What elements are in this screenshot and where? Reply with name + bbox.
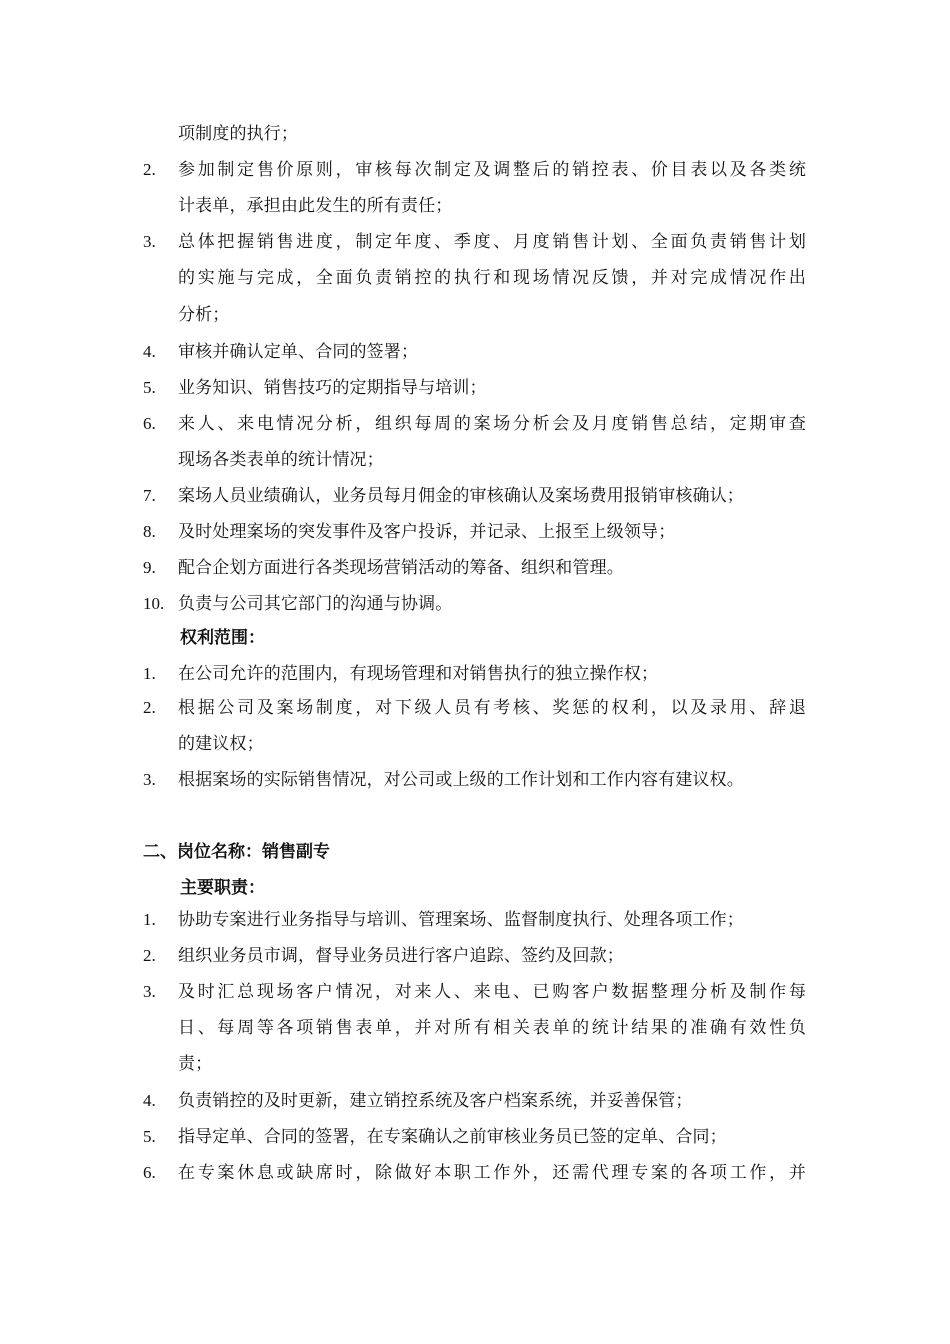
list-item-text: 审核并确认定单、合同的签署； (178, 342, 419, 362)
list-item-text: 案场人员业绩确认，业务员每月佣金的审核确认及案场费用报销审核确认； (178, 486, 744, 506)
list-item-text: 配合企划方面进行各类现场营销活动的筹备、组织和管理。 (178, 558, 624, 578)
list-item-text: 组织业务员市调，督导业务员进行客户追踪、签约及回款； (178, 946, 624, 966)
list-number: 3. (143, 982, 156, 1001)
list-item-text: 现场各类表单的统计情况； (178, 450, 384, 470)
list-item-text: 来人、来电情况分析，组织每周的案场分析会及月度销售总结，定期审查 (178, 414, 806, 434)
list-number: 4. (143, 342, 156, 361)
list-item-text: 及时处理案场的突发事件及客户投诉，并记录、上报至上级领导； (178, 522, 676, 542)
continuation-text: 项制度的执行； (178, 124, 299, 144)
list-item-text: 及时汇总现场客户情况，对来人、来电、已购客户数据整理分析及制作每 (178, 982, 806, 1002)
rights-heading: 权利范围： (180, 628, 265, 648)
list-number: 5. (143, 378, 156, 397)
list-item-text: 总体把握销售进度，制定年度、季度、月度销售计划、全面负责销售计划 (178, 232, 806, 252)
list-item-text: 计表单，承担由此发生的所有责任； (178, 196, 453, 216)
list-item-text: 根据案场的实际销售情况，对公司或上级的工作计划和工作内容有建议权。 (178, 770, 744, 790)
list-item-text: 参加制定售价原则，审核每次制定及调整后的销控表、价目表以及各类统 (178, 160, 806, 180)
list-item-text: 在公司允许的范围内，有现场管理和对销售执行的独立操作权； (178, 664, 659, 684)
list-number: 2. (143, 160, 156, 179)
list-item-text: 业务知识、销售技巧的定期指导与培训； (178, 378, 487, 398)
list-number: 8. (143, 522, 156, 541)
list-item-text: 负责与公司其它部门的沟通与协调。 (178, 594, 453, 614)
list-number: 6. (143, 414, 156, 433)
list-number: 5. (143, 1127, 156, 1146)
list-number: 9. (143, 558, 156, 577)
list-item-text: 根据公司及案场制度，对下级人员有考核、奖惩的权利，以及录用、辞退 (178, 698, 806, 718)
list-number: 2. (143, 698, 156, 717)
list-item-text: 指导定单、合同的签署，在专案确认之前审核业务员已签的定单、合同； (178, 1127, 727, 1147)
list-item-text: 日、每周等各项销售表单，并对所有相关表单的统计结果的准确有效性负 (178, 1018, 806, 1038)
list-item-text: 的建议权； (178, 734, 264, 754)
list-number: 6. (143, 1163, 156, 1182)
list-number: 1. (143, 664, 156, 683)
list-number: 10. (143, 594, 165, 613)
list-item-text: 责； (178, 1054, 213, 1074)
section-title: 二、岗位名称：销售副专 (143, 842, 330, 862)
list-number: 1. (143, 910, 156, 929)
list-number: 7. (143, 486, 156, 505)
list-number: 3. (143, 232, 156, 251)
list-item-text: 在专案休息或缺席时，除做好本职工作外，还需代理专案的各项工作，并 (178, 1163, 806, 1183)
list-item-text: 的实施与完成，全面负责销控的执行和现场情况反馈，并对完成情况作出 (178, 268, 806, 288)
list-item-text: 负责销控的及时更新，建立销控系统及客户档案系统，并妥善保管； (178, 1091, 693, 1111)
list-number: 3. (143, 770, 156, 789)
list-number: 2. (143, 946, 156, 965)
list-item-text: 协助专案进行业务指导与培训、管理案场、监督制度执行、处理各项工作； (178, 910, 744, 930)
list-number: 4. (143, 1091, 156, 1110)
duties-heading: 主要职责： (180, 878, 265, 898)
list-item-text: 分析； (178, 305, 230, 325)
